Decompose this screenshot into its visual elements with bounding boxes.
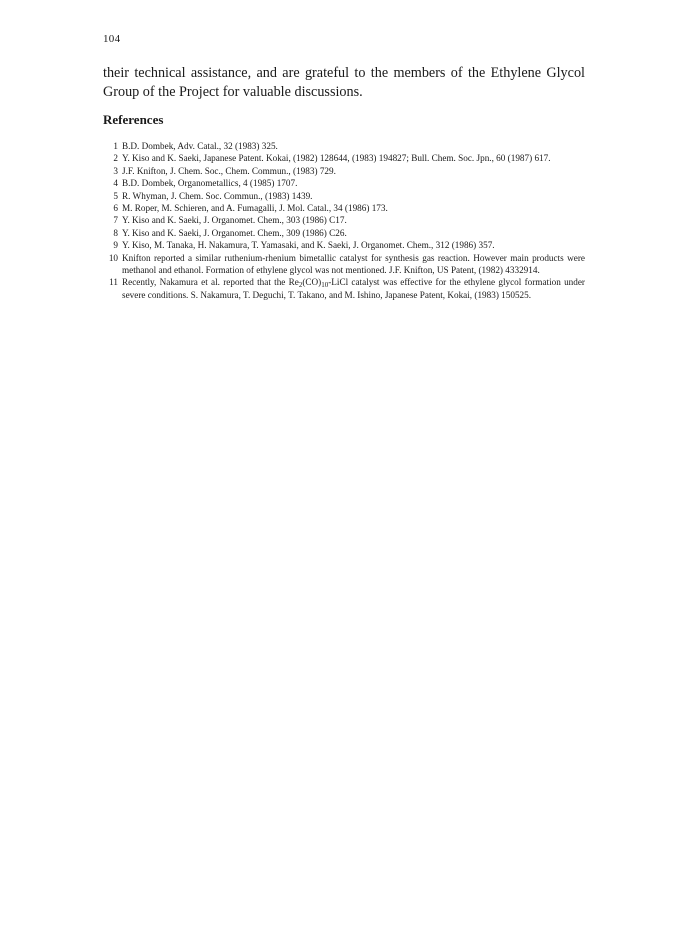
reference-number: 10 [108,252,118,263]
reference-item [103,190,585,202]
reference-text: Y. Kiso and K. Saeki, J. Organomet. Chem., 309 (1986) C26. [122,227,347,238]
reference-number: 9 [113,240,118,251]
reference-item [103,214,585,226]
reference-text: Y. Kiso, M. Tanaka, H. Nakamura, T. Yamasaki, and K. Saeki, J. Organomet. Chem., 312 (1986) 357. [122,240,495,251]
reference-text: R. Whyman, J. Chem. Soc. Commun., (1983) 1439. [122,190,313,201]
reference-number: 6 [113,203,118,214]
reference-item [103,239,585,251]
subscript: 2 [298,281,303,290]
reference-item [103,202,585,214]
reference-number: 7 [113,215,118,226]
body-paragraph: their technical assistance, and are grateful to the members of the Ethylene Glycol Group of the Project for valuable discussions. [103,65,585,100]
reference-item [103,140,585,152]
reference-number: 8 [113,227,118,238]
reference-number: 2 [113,153,118,164]
reference-text: Knifton reported a similar ruthenium-rhenium bimetallic catalyst for synthesis gas reaction. However main products were methanol and ethanol. Formation of ethylene glycol was not mentioned. J.F. Knifton, US Patent, (1982) 4332914. [122,252,585,276]
references-list [103,140,585,301]
reference-text: J.F. Knifton, J. Chem. Soc., Chem. Commun., (1983) 729. [122,165,336,176]
reference-text-part: (CO) [302,277,322,288]
reference-text: Y. Kiso and K. Saeki, J. Organomet. Chem., 303 (1986) C17. [122,215,347,226]
reference-text-part: -LiCl catalyst was effective for the ethylene glycol formation under severe conditions. S. Nakamura, T. Deguchi, T. Takano, and M. Ishino, Japanese Patent, Kokai, (1983) 150525. [122,277,585,300]
reference-text-part: Recently, Nakamura et al. reported that the Re [122,277,299,288]
reference-item [103,165,585,177]
reference-item [103,252,585,277]
reference-text: M. Roper, M. Schieren, and A. Fumagalli, J. Mol. Catal., 34 (1986) 173. [122,203,388,214]
reference-item [103,152,585,164]
reference-number: 11 [109,277,118,288]
reference-number: 5 [113,190,118,201]
reference-text [122,276,585,301]
reference-text: B.D. Dombek, Adv. Catal., 32 (1983) 325. [122,141,278,151]
reference-text: Y. Kiso and K. Saeki, Japanese Patent. Kokai, (1982) 128644, (1983) 194827; Bull. Chem. Soc. Jpn., 60 (1987) 617. [122,153,551,164]
reference-item [103,177,585,189]
reference-text: B.D. Dombek, Organometallics, 4 (1985) 1707. [122,178,298,189]
reference-number: 3 [113,165,118,176]
reference-item [103,276,585,301]
reference-number: 4 [113,178,118,189]
references-heading: References [103,112,164,127]
reference-item [103,227,585,239]
reference-number: 1 [113,141,118,151]
page-number: 104 [103,33,121,45]
subscript: 10 [321,281,329,290]
